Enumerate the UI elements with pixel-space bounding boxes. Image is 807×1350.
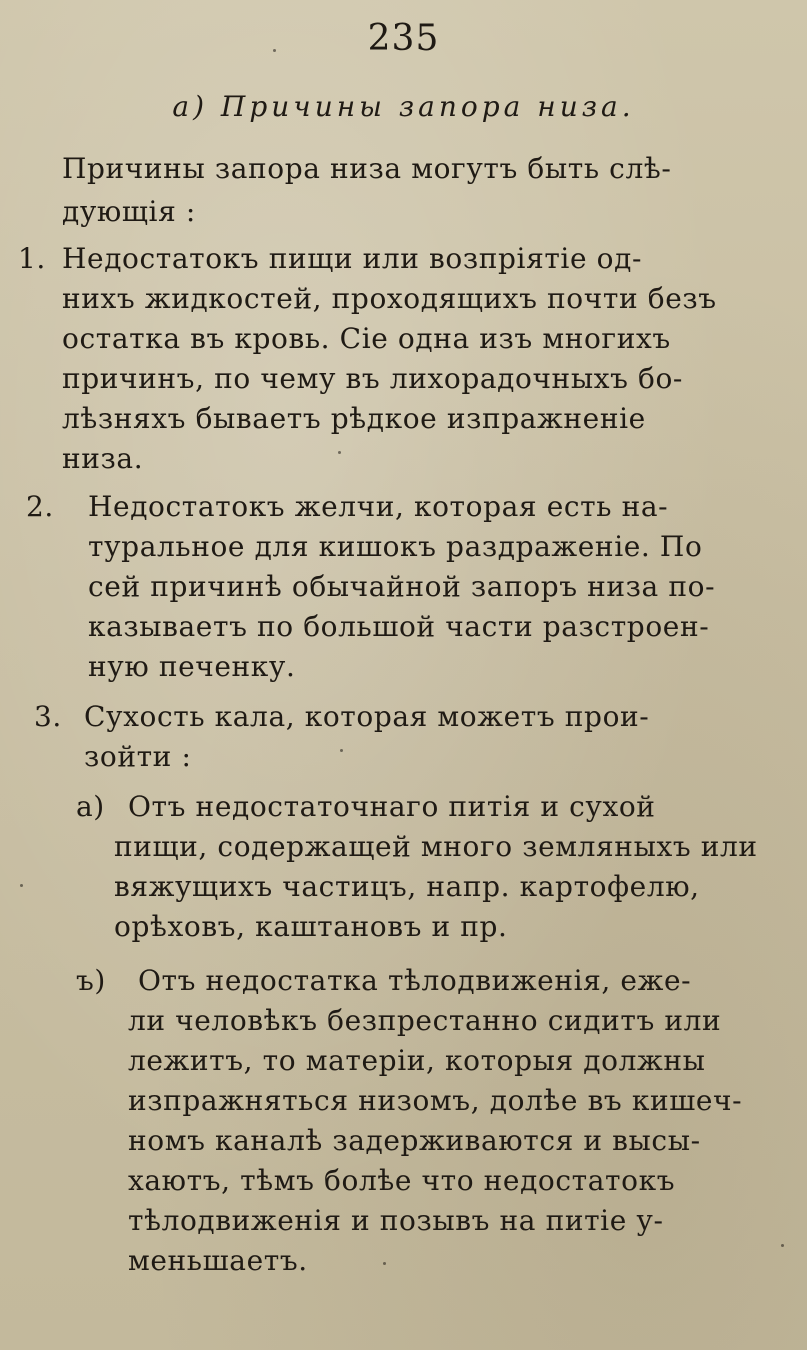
- subitem-a-line: вяжущихъ частицъ, напр. картофелю,: [114, 870, 700, 903]
- subitem-b-line: номъ каналѣ задерживаются и высы-: [128, 1124, 701, 1157]
- item-2-line: сей причинѣ обычайной запоръ низа по-: [88, 570, 716, 603]
- paper-speck: [383, 1262, 386, 1265]
- item-3-line: Сухость кала, которая можетъ прои-: [84, 700, 650, 733]
- item-2-line: казываетъ по большой части разстроен-: [88, 610, 710, 643]
- intro-line: дующія :: [62, 195, 196, 228]
- intro-line: Причины запора низа могутъ быть слѣ-: [62, 152, 672, 185]
- subitem-b-line: ли человѣкъ безпрестанно сидитъ или: [128, 1004, 722, 1037]
- item-3-line: зойти :: [84, 740, 192, 773]
- subitem-b-line: хаютъ, тѣмъ болѣе что недостатокъ: [128, 1164, 676, 1197]
- subitem-label-b: ъ): [76, 964, 106, 997]
- item-label-2: 2.: [26, 490, 54, 523]
- subitem-b-line: изпражняться низомъ, долѣе въ кишеч-: [128, 1084, 743, 1117]
- subitem-b-line: лежитъ, то матеріи, которыя должны: [128, 1044, 706, 1077]
- subitem-label-a: а): [76, 790, 105, 823]
- page-number: 235: [367, 18, 440, 59]
- item-1-line: Недостатокъ пищи или возпріятіе од-: [62, 242, 643, 275]
- paper-speck: [781, 1244, 784, 1247]
- subitem-a-line: Отъ недостаточнаго питія и сухой: [128, 790, 656, 823]
- item-1-line: причинъ, по чему въ лихорадочныхъ бо-: [62, 362, 683, 395]
- item-2-line: ную печенку.: [88, 650, 296, 683]
- item-1-line: лѣзняхъ бываетъ рѣдкое изпражненіе: [62, 402, 646, 435]
- item-1-line: остатка въ кровь. Сіе одна изъ многихъ: [62, 322, 671, 355]
- item-2-line: туральное для кишокъ раздраженіе. По: [88, 530, 703, 563]
- paper-speck: [273, 49, 276, 52]
- subitem-a-line: орѣховъ, каштановъ и пр.: [114, 910, 508, 943]
- subitem-b-line: меньшаетъ.: [128, 1244, 308, 1277]
- item-2-line: Недостатокъ желчи, которая есть на-: [88, 490, 669, 523]
- item-1-line: низа.: [62, 442, 144, 475]
- item-label-3: 3.: [34, 700, 62, 733]
- item-label-1: 1.: [18, 242, 46, 275]
- subitem-b-line: Отъ недостатка тѣлодвиженія, еже-: [138, 964, 692, 997]
- subitem-b-line: тѣлодвиженія и позывъ на питіе у-: [128, 1204, 664, 1237]
- subitem-a-line: пищи, содержащей много земляныхъ или: [114, 830, 758, 863]
- paper-speck: [20, 884, 23, 887]
- item-1-line: нихъ жидкостей, проходящихъ почти безъ: [62, 282, 717, 315]
- paper-speck: [338, 451, 341, 454]
- section-title: а) Причины запора низа.: [172, 90, 635, 123]
- paper-speck: [340, 749, 343, 752]
